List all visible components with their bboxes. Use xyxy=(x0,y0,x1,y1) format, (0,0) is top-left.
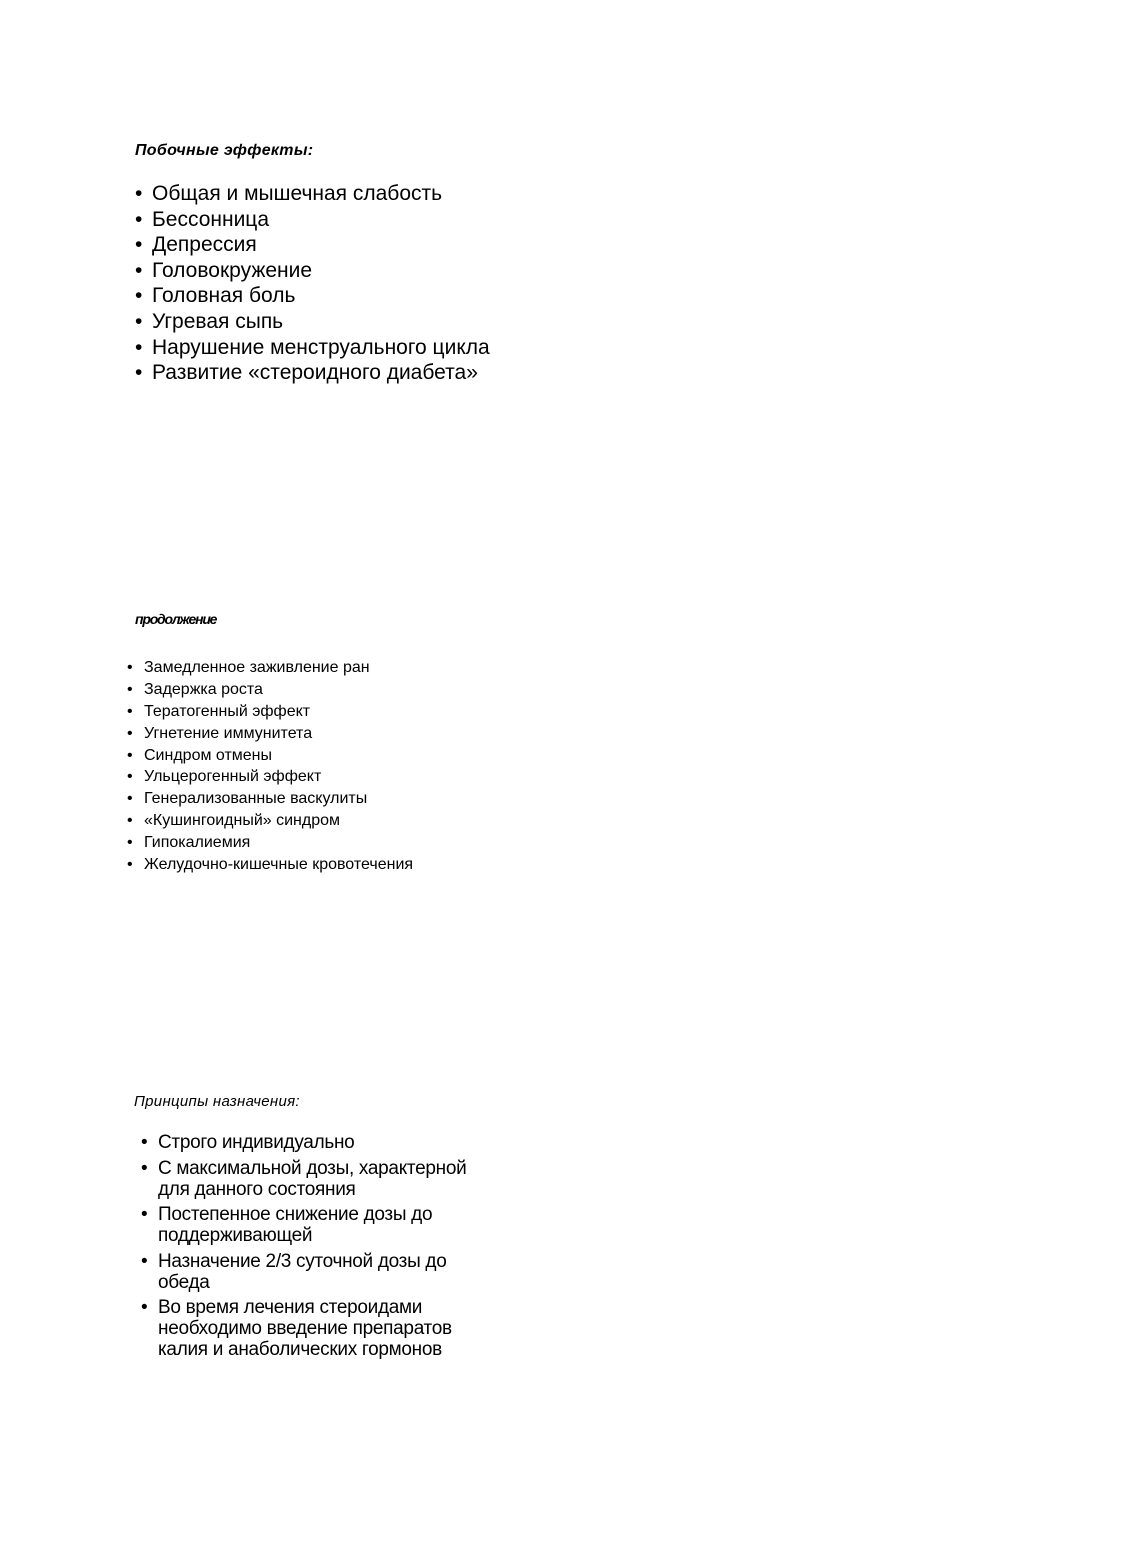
bullet-icon: • xyxy=(127,659,133,676)
continuation-heading: продолжение xyxy=(135,611,217,627)
list-item-text: Задержка роста xyxy=(144,680,263,698)
list-item-text: Головная боль xyxy=(152,284,296,308)
list-item xyxy=(135,181,490,207)
list-item xyxy=(135,335,490,361)
list-item-line: калия и анаболических гормонов xyxy=(158,1339,442,1361)
bullet-icon: • xyxy=(127,856,133,874)
list-item xyxy=(141,1158,466,1200)
list-item-text: Головокружение xyxy=(152,258,313,282)
list-item xyxy=(135,360,490,386)
bullet-icon: • xyxy=(135,207,143,231)
list-item-text: Развитие «стероидного диабета» xyxy=(152,361,478,385)
list-item-text: Ульцерогенный эффект xyxy=(144,768,322,786)
bullet-icon: • xyxy=(141,1132,148,1153)
bullet-icon: • xyxy=(127,724,133,742)
list-item-text: «Кушингоидный» синдром xyxy=(144,812,341,830)
list-item-text: Гипокалиемия xyxy=(144,834,251,852)
bullet-icon: • xyxy=(127,790,133,808)
list-item-line: поддерживающей xyxy=(158,1225,313,1247)
bullet-icon: • xyxy=(135,258,143,282)
list-item xyxy=(127,766,413,788)
list-item-line: С максимальной дозы, характерной xyxy=(158,1157,467,1179)
list-item xyxy=(135,309,490,335)
bullet-icon: • xyxy=(127,834,133,852)
list-item xyxy=(127,810,413,832)
list-item-line: Строго индивидуально xyxy=(158,1132,355,1153)
bullet-icon: • xyxy=(127,680,133,698)
bullet-icon: • xyxy=(127,812,133,830)
list-item xyxy=(141,1297,466,1360)
bullet-icon: • xyxy=(135,361,143,385)
list-item xyxy=(141,1132,466,1153)
bullet-icon: • xyxy=(141,1204,148,1226)
list-item-text: Депрессия xyxy=(152,233,257,257)
list-item xyxy=(127,854,413,876)
list-item xyxy=(135,232,490,258)
list-item xyxy=(135,258,490,284)
bullet-icon: • xyxy=(135,233,143,257)
list-item xyxy=(127,723,413,745)
list-item-line: обеда xyxy=(158,1271,210,1293)
list-item xyxy=(135,207,490,233)
list-item xyxy=(127,701,413,723)
list-item xyxy=(127,679,413,701)
list-item xyxy=(135,283,490,309)
list-item xyxy=(127,657,413,679)
list-item-text: Синдром отмены xyxy=(144,746,273,764)
bullet-icon: • xyxy=(141,1250,148,1272)
list-item-line: необходимо введение препаратов xyxy=(158,1318,452,1340)
side-effects-list xyxy=(135,181,490,386)
bullet-icon: • xyxy=(135,182,143,205)
list-item xyxy=(127,745,413,767)
list-item-line: Постепенное снижение дозы до xyxy=(158,1204,433,1226)
bullet-icon: • xyxy=(135,309,143,333)
list-item-text: Общая и мышечная слабость xyxy=(152,182,443,205)
bullet-icon: • xyxy=(135,335,143,359)
bullet-icon: • xyxy=(127,746,133,764)
list-item-line: для данного состояния xyxy=(158,1178,356,1200)
list-item xyxy=(127,788,413,810)
list-item-text: Угнетение иммунитета xyxy=(144,724,313,742)
list-item-text: Угревая сыпь xyxy=(152,309,284,333)
list-item xyxy=(127,832,413,854)
side-effects-heading: Побочные эффекты: xyxy=(135,142,314,159)
list-item-line: Назначение 2/3 суточной дозы до xyxy=(158,1250,447,1272)
list-item-text: Генерализованные васкулиты xyxy=(144,790,368,808)
principles-list xyxy=(141,1132,466,1365)
list-item-text: Замедленное заживление ран xyxy=(144,659,370,676)
list-item xyxy=(141,1251,466,1293)
bullet-icon: • xyxy=(127,768,133,786)
bullet-icon: • xyxy=(141,1157,148,1179)
bullet-icon: • xyxy=(141,1297,148,1319)
bullet-icon: • xyxy=(127,702,133,720)
continuation-list xyxy=(127,657,413,876)
list-item-text: Бессонница xyxy=(152,207,270,231)
list-item-text: Нарушение менструального цикла xyxy=(152,335,490,359)
principles-heading: Принципы назначения: xyxy=(134,1093,300,1110)
list-item xyxy=(141,1204,466,1246)
list-item-text: Тератогенный эффект xyxy=(144,702,311,720)
list-item-line: Во время лечения стероидами xyxy=(158,1297,423,1319)
list-item-text: Желудочно-кишечные кровотечения xyxy=(144,856,414,874)
bullet-icon: • xyxy=(135,284,143,308)
